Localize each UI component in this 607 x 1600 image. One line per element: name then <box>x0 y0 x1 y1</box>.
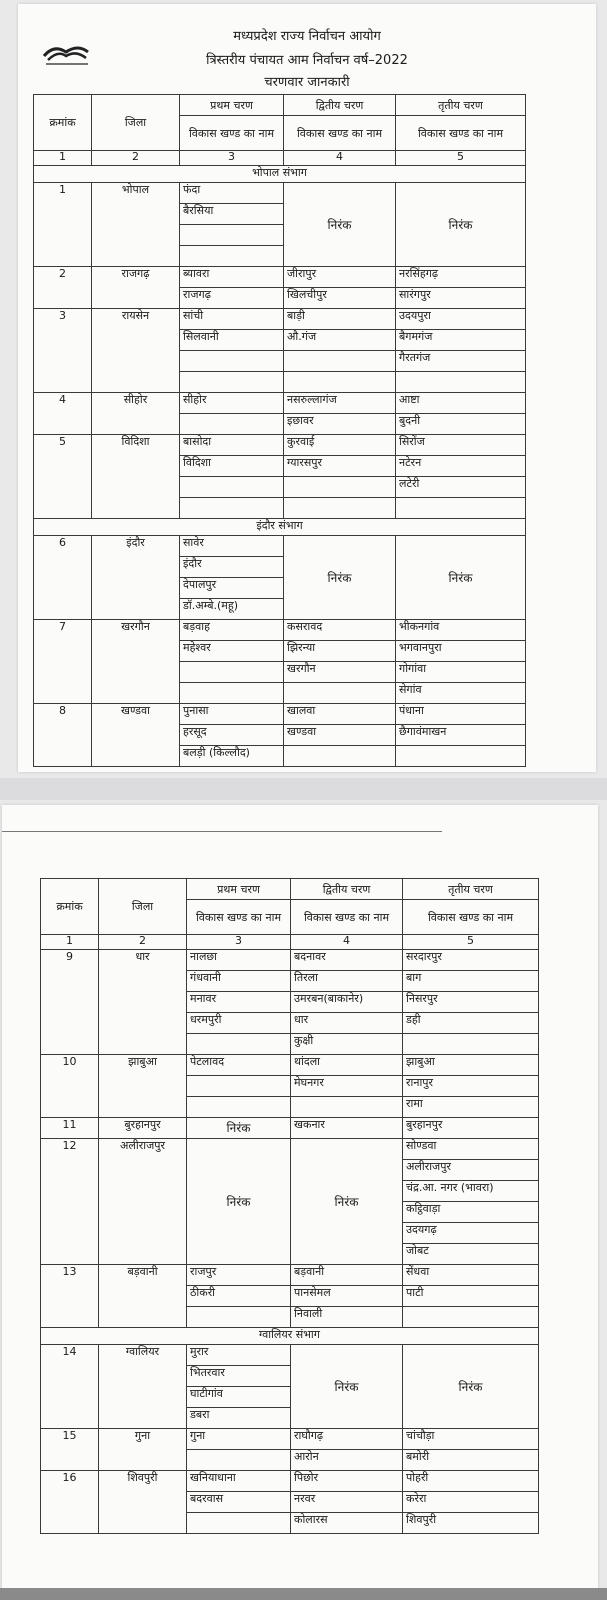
nil-cell: निरंक <box>284 536 396 620</box>
block-name: उदयगढ़ <box>403 1223 539 1244</box>
page-top-rule <box>2 831 442 832</box>
district-name: इंदौर <box>92 536 180 620</box>
bottom-bar <box>0 1588 607 1600</box>
nil-cell: निरंक <box>396 536 526 620</box>
col-header-district: जिला <box>99 879 187 935</box>
page-gap <box>0 778 607 800</box>
block-name: बुदनी <box>396 414 526 435</box>
block-name <box>180 683 284 704</box>
nil-cell: निरंक <box>396 183 526 267</box>
block-name: राघौगढ़ <box>291 1429 403 1450</box>
serial-number: 15 <box>41 1429 99 1471</box>
block-name <box>187 1034 291 1055</box>
col-header-sno: क्रमांक <box>41 879 99 935</box>
serial-number: 4 <box>34 393 92 435</box>
table-row <box>41 1345 539 1366</box>
block-name: गंधवानी <box>187 971 291 992</box>
col-header-phase3: तृतीय चरण <box>396 95 526 116</box>
block-name: लटेरी <box>396 477 526 498</box>
block-name: सेगांव <box>396 683 526 704</box>
block-name: राजपुर <box>187 1265 291 1286</box>
block-name: झाबुआ <box>403 1055 539 1076</box>
district-name: धार <box>99 950 187 1055</box>
block-name: बड़वानी <box>291 1265 403 1286</box>
block-name: सांची <box>180 309 284 330</box>
district-name: भोपाल <box>92 183 180 267</box>
block-name <box>291 1097 403 1118</box>
nil-cell: निरंक <box>291 1139 403 1265</box>
division-heading: भोपाल संभाग <box>34 166 526 183</box>
col-subheader-block: विकास खण्ड का नाम <box>284 116 396 151</box>
block-name: रानापुर <box>403 1076 539 1097</box>
table-row <box>34 309 526 330</box>
table-row <box>41 1471 539 1492</box>
block-name: चंद्र.आ. नगर (भावरा) <box>403 1181 539 1202</box>
block-name: धार <box>291 1013 403 1034</box>
serial-number: 9 <box>41 950 99 1055</box>
block-name: बदरवास <box>187 1492 291 1513</box>
district-name: रायसेन <box>92 309 180 393</box>
block-name: उदयपुरा <box>396 309 526 330</box>
col-subheader-block: विकास खण्ड का नाम <box>403 900 539 935</box>
block-name <box>396 372 526 393</box>
block-name: निवाली <box>291 1307 403 1328</box>
block-name: नरसिंहगढ़ <box>396 267 526 288</box>
document-page-1 <box>18 4 596 772</box>
district-name: झाबुआ <box>99 1055 187 1118</box>
district-name: विदिशा <box>92 435 180 519</box>
block-name: धरमपुरी <box>187 1013 291 1034</box>
col-header-phase1: प्रथम चरण <box>187 879 291 900</box>
block-name <box>187 1307 291 1328</box>
block-name: डॉ.अम्बे.(महू) <box>180 599 284 620</box>
block-name: कसरावद <box>284 620 396 641</box>
block-name: फंदा <box>180 183 284 204</box>
col-subheader-block: विकास खण्ड का नाम <box>396 116 526 151</box>
block-name <box>284 477 396 498</box>
block-name: अलीराजपुर <box>403 1160 539 1181</box>
block-name <box>284 683 396 704</box>
block-name: झिरन्या <box>284 641 396 662</box>
table-row <box>34 704 526 725</box>
block-name: रामा <box>403 1097 539 1118</box>
block-name: छैगावंमाखन <box>396 725 526 746</box>
block-name <box>284 498 396 519</box>
block-name: बमोरी <box>403 1450 539 1471</box>
serial-number: 2 <box>34 267 92 309</box>
col-number: 1 <box>41 935 99 950</box>
district-name: बुरहानपुर <box>99 1118 187 1139</box>
block-name: थांदला <box>291 1055 403 1076</box>
col-number: 5 <box>403 935 539 950</box>
block-name: कट्ठिवाड़ा <box>403 1202 539 1223</box>
block-name: पंधाना <box>396 704 526 725</box>
block-name: महेश्वर <box>180 641 284 662</box>
block-name <box>403 1034 539 1055</box>
block-name: निसरपुर <box>403 992 539 1013</box>
phase-table <box>33 94 526 767</box>
block-name: बलड़ी (किल्लौद) <box>180 746 284 767</box>
block-name <box>284 372 396 393</box>
table-row <box>34 435 526 456</box>
block-name <box>180 351 284 372</box>
block-name: ब्यावरा <box>180 267 284 288</box>
block-name <box>403 1307 539 1328</box>
block-name <box>187 1513 291 1534</box>
block-name: गुना <box>187 1429 291 1450</box>
block-name: शिवपुरी <box>403 1513 539 1534</box>
block-name: भगवानपुरा <box>396 641 526 662</box>
block-name: पेटलावद <box>187 1055 291 1076</box>
block-name <box>180 246 284 267</box>
col-header-phase3: तृतीय चरण <box>403 879 539 900</box>
block-name: बदनावर <box>291 950 403 971</box>
block-name: भीकनगांव <box>396 620 526 641</box>
block-name: उमरबन(बाकानेर) <box>291 992 403 1013</box>
block-name: खालवा <box>284 704 396 725</box>
col-subheader-block: विकास खण्ड का नाम <box>180 116 284 151</box>
table-row <box>41 1139 539 1160</box>
district-name: राजगढ़ <box>92 267 180 309</box>
block-name: सावेर <box>180 536 284 557</box>
block-name: सिरोंज <box>396 435 526 456</box>
col-number: 4 <box>284 151 396 166</box>
block-name: बैगमगंज <box>396 330 526 351</box>
nil-cell: निरंक <box>403 1345 539 1429</box>
header-line-3: चरणवार जानकारी <box>264 75 350 90</box>
serial-number: 11 <box>41 1118 99 1139</box>
table-row <box>34 267 526 288</box>
header-line-2: त्रिस्तरीय पंचायत आम निर्वाचन वर्ष–2022 <box>206 53 408 68</box>
block-name: पाटी <box>403 1286 539 1307</box>
block-name: पानसेमल <box>291 1286 403 1307</box>
col-number: 3 <box>187 935 291 950</box>
block-name: तिरला <box>291 971 403 992</box>
table-row <box>41 1429 539 1450</box>
block-name <box>284 746 396 767</box>
table-row <box>41 950 539 971</box>
serial-number: 16 <box>41 1471 99 1534</box>
table-row <box>34 536 526 557</box>
block-name <box>180 225 284 246</box>
block-name: नसरुल्लागंज <box>284 393 396 414</box>
division-heading: ग्वालियर संभाग <box>41 1328 539 1345</box>
table-row <box>34 393 526 414</box>
block-name: नटेरन <box>396 456 526 477</box>
block-name: गोगांवा <box>396 662 526 683</box>
col-number: 2 <box>92 151 180 166</box>
block-name: कुक्षी <box>291 1034 403 1055</box>
table-row <box>41 1265 539 1286</box>
district-name: अलीराजपुर <box>99 1139 187 1265</box>
serial-number: 6 <box>34 536 92 620</box>
block-name: नरवर <box>291 1492 403 1513</box>
nil-cell: निरंक <box>284 183 396 267</box>
block-name: बाड़ी <box>284 309 396 330</box>
phase-table <box>40 878 539 1534</box>
col-number: 2 <box>99 935 187 950</box>
block-name: इछावर <box>284 414 396 435</box>
document-page-2 <box>2 805 598 1595</box>
division-heading: इंदौर संभाग <box>34 519 526 536</box>
district-name: बड़वानी <box>99 1265 187 1328</box>
block-name: बैरसिया <box>180 204 284 225</box>
serial-number: 3 <box>34 309 92 393</box>
block-name: पुनासा <box>180 704 284 725</box>
col-header-phase2: द्वितीय चरण <box>284 95 396 116</box>
block-name: औ.गंज <box>284 330 396 351</box>
header-line-1: मध्यप्रदेश राज्य निर्वाचन आयोग <box>233 29 381 44</box>
serial-number: 1 <box>34 183 92 267</box>
block-name: विदिशा <box>180 456 284 477</box>
block-name <box>284 351 396 372</box>
district-name: गुना <box>99 1429 187 1471</box>
col-subheader-block: विकास खण्ड का नाम <box>187 900 291 935</box>
block-name: पोहरी <box>403 1471 539 1492</box>
serial-number: 12 <box>41 1139 99 1265</box>
col-header-phase2: द्वितीय चरण <box>291 879 403 900</box>
block-name: डही <box>403 1013 539 1034</box>
block-name <box>396 498 526 519</box>
block-name: मनावर <box>187 992 291 1013</box>
nil-cell: निरंक <box>291 1345 403 1429</box>
block-name: घाटीगांव <box>187 1387 291 1408</box>
district-name: खण्डवा <box>92 704 180 767</box>
col-number: 3 <box>180 151 284 166</box>
block-name: चांचौड़ा <box>403 1429 539 1450</box>
block-name: बड़वाह <box>180 620 284 641</box>
serial-number: 13 <box>41 1265 99 1328</box>
block-name: गैरतगंज <box>396 351 526 372</box>
block-name: करेरा <box>403 1492 539 1513</box>
district-name: सीहोर <box>92 393 180 435</box>
serial-number: 7 <box>34 620 92 704</box>
block-name <box>180 498 284 519</box>
district-name: ग्वालियर <box>99 1345 187 1429</box>
block-name: मुरार <box>187 1345 291 1366</box>
block-name: आरोन <box>291 1450 403 1471</box>
col-header-sno: क्रमांक <box>34 95 92 151</box>
block-name: खकनार <box>291 1118 403 1139</box>
block-name <box>187 1450 291 1471</box>
block-name: सारंगपुर <box>396 288 526 309</box>
block-name: देपालपुर <box>180 578 284 599</box>
block-name: हरसूद <box>180 725 284 746</box>
block-name: बाग <box>403 971 539 992</box>
table-row <box>41 1055 539 1076</box>
col-header-phase1: प्रथम चरण <box>180 95 284 116</box>
serial-number: 14 <box>41 1345 99 1429</box>
serial-number: 8 <box>34 704 92 767</box>
col-number: 4 <box>291 935 403 950</box>
block-name <box>396 746 526 767</box>
col-number: 1 <box>34 151 92 166</box>
block-name: ठीकरी <box>187 1286 291 1307</box>
block-name: जोबट <box>403 1244 539 1265</box>
block-name: नालछा <box>187 950 291 971</box>
table-row <box>41 1118 539 1139</box>
serial-number: 5 <box>34 435 92 519</box>
table-row <box>34 620 526 641</box>
col-number: 5 <box>396 151 526 166</box>
block-name: भितरवार <box>187 1366 291 1387</box>
block-name <box>187 1076 291 1097</box>
block-name: जीरापुर <box>284 267 396 288</box>
block-name: सिलवानी <box>180 330 284 351</box>
block-name: राजगढ़ <box>180 288 284 309</box>
block-name: खरगौन <box>284 662 396 683</box>
district-name: खरगौन <box>92 620 180 704</box>
block-name: डबरा <box>187 1408 291 1429</box>
serial-number: 10 <box>41 1055 99 1118</box>
block-name: खिलचीपुर <box>284 288 396 309</box>
block-name: आष्टा <box>396 393 526 414</box>
block-name <box>180 662 284 683</box>
block-name: खनियाधाना <box>187 1471 291 1492</box>
block-name <box>180 414 284 435</box>
nil-cell: निरंक <box>187 1139 291 1265</box>
block-name: खण्डवा <box>284 725 396 746</box>
block-name: सीहोर <box>180 393 284 414</box>
district-name: शिवपुरी <box>99 1471 187 1534</box>
block-name: कोलारस <box>291 1513 403 1534</box>
block-name: बासोदा <box>180 435 284 456</box>
col-header-district: जिला <box>92 95 180 151</box>
block-name: सेंधवा <box>403 1265 539 1286</box>
block-name: पिछोर <box>291 1471 403 1492</box>
block-name <box>187 1097 291 1118</box>
block-name: इंदौर <box>180 557 284 578</box>
block-name: सरदारपुर <box>403 950 539 971</box>
block-name: ग्यारसपुर <box>284 456 396 477</box>
block-name <box>180 477 284 498</box>
block-name: सोण्डवा <box>403 1139 539 1160</box>
block-name <box>180 372 284 393</box>
col-subheader-block: विकास खण्ड का नाम <box>291 900 403 935</box>
block-name: कुरवाई <box>284 435 396 456</box>
block-name: मेघनगर <box>291 1076 403 1097</box>
table-row <box>34 183 526 204</box>
block-name: निरंक <box>187 1118 291 1139</box>
block-name: बुरहानपुर <box>403 1118 539 1139</box>
